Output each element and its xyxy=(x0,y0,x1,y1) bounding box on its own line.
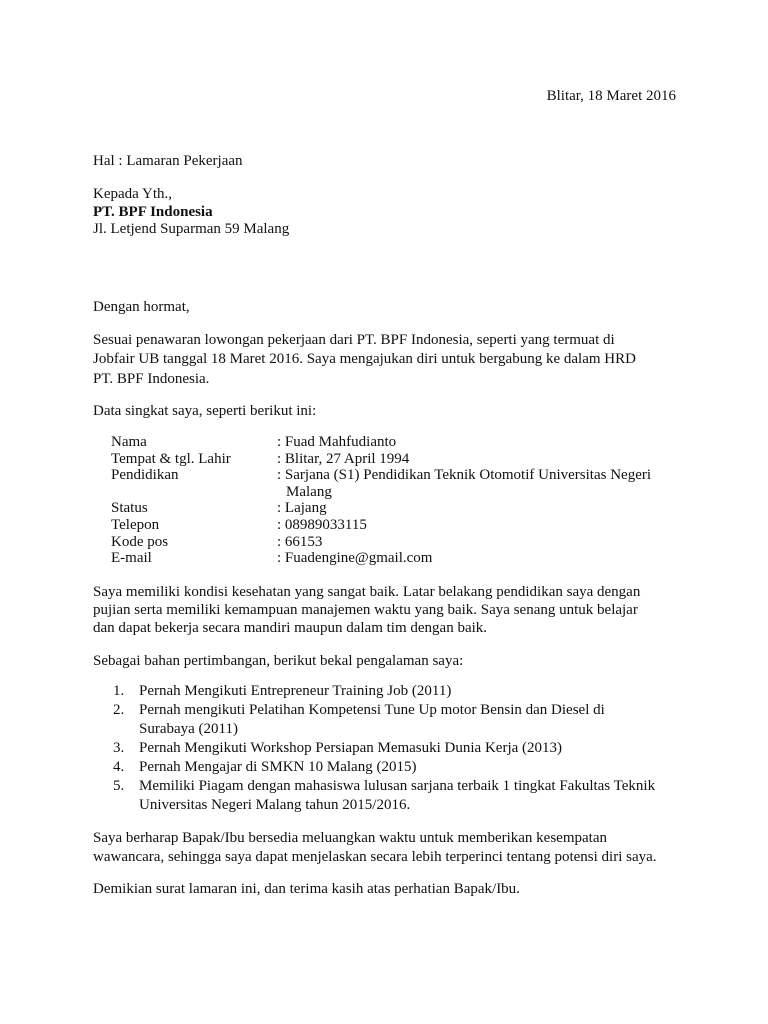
data-label: E-mail xyxy=(111,550,152,566)
health-line: Saya memiliki kondisi kesehatan yang sangat baik. Latar belakang pendidikan saya dengan xyxy=(93,584,641,600)
data-value-continuation: Malang xyxy=(286,484,332,500)
list-number: 5. xyxy=(113,778,125,794)
list-item: Memiliki Piagam dengan mahasiswa lulusan sarjana terbaik 1 tingkat Fakultas Teknik xyxy=(139,778,656,794)
data-value: : Fuadengine@gmail.com xyxy=(277,550,433,566)
data-value: : 66153 xyxy=(277,534,323,550)
data-label: Status xyxy=(111,500,148,516)
data-intro: Data singkat saya, seperti berikut ini: xyxy=(93,403,317,419)
data-value: : Sarjana (S1) Pendidikan Teknik Otomotif Universitas Negeri xyxy=(277,467,652,483)
data-value: : Fuad Mahfudianto xyxy=(277,434,397,450)
recipient-address: Jl. Letjend Suparman 59 Malang xyxy=(93,221,290,237)
intro-line: PT. BPF Indonesia. xyxy=(93,371,210,387)
data-value: : 08989033115 xyxy=(277,517,367,533)
intro-line: Jobfair UB tanggal 18 Maret 2016. Saya mengajukan diri untuk bergabung ke dalam HRD xyxy=(93,351,636,367)
health-line: pujian serta memiliki kemampuan manajemen waktu yang baik. Saya senang untuk belajar xyxy=(93,602,638,618)
list-item-continuation: Universitas Negeri Malang tahun 2015/2016. xyxy=(139,797,411,813)
list-number: 1. xyxy=(113,683,125,699)
list-item: Pernah mengikuti Pelatihan Kompetensi Tune Up motor Bensin dan Diesel di xyxy=(139,702,605,718)
salutation: Dengan hormat, xyxy=(93,299,190,315)
data-label: Kode pos xyxy=(111,534,169,550)
closing-line: Demikian surat lamaran ini, dan terima kasih atas perhatian Bapak/Ibu. xyxy=(93,881,520,897)
recipient-company: PT. BPF Indonesia xyxy=(93,204,213,220)
data-value: : Lajang xyxy=(277,500,327,516)
data-label: Tempat & tgl. Lahir xyxy=(111,451,231,467)
list-number: 3. xyxy=(113,740,125,756)
list-item: Pernah Mengikuti Workshop Persiapan Memasuki Dunia Kerja (2013) xyxy=(139,740,563,756)
data-label: Telepon xyxy=(111,517,160,533)
list-item-continuation: Surabaya (2011) xyxy=(139,721,238,737)
list-item: Pernah Mengikuti Entrepreneur Training Job (2011) xyxy=(139,683,452,699)
data-label: Nama xyxy=(111,434,147,450)
experience-intro: Sebagai bahan pertimbangan, berikut bekal pengalaman saya: xyxy=(93,653,464,669)
list-number: 2. xyxy=(113,702,125,718)
list-number: 4. xyxy=(113,759,125,775)
data-value: : Blitar, 27 April 1994 xyxy=(277,451,410,467)
hope-line: wawancara, sehingga saya dapat menjelaskan secara lebih terperinci tentang potensi diri saya. xyxy=(93,849,657,865)
health-line: dan dapat bekerja secara mandiri maupun dalam tim dengan baik. xyxy=(93,620,488,636)
letter-subject: Hal : Lamaran Pekerjaan xyxy=(93,153,243,169)
intro-line: Sesuai penawaran lowongan pekerjaan dari PT. BPF Indonesia, seperti yang termuat di xyxy=(93,332,615,348)
letter-date: Blitar, 18 Maret 2016 xyxy=(546,88,676,104)
recipient-greeting: Kepada Yth., xyxy=(93,186,172,202)
hope-line: Saya berharap Bapak/Ibu bersedia meluangkan waktu untuk memberikan kesempatan xyxy=(93,830,607,846)
list-item: Pernah Mengajar di SMKN 10 Malang (2015) xyxy=(139,759,417,775)
data-label: Pendidikan xyxy=(111,467,179,483)
